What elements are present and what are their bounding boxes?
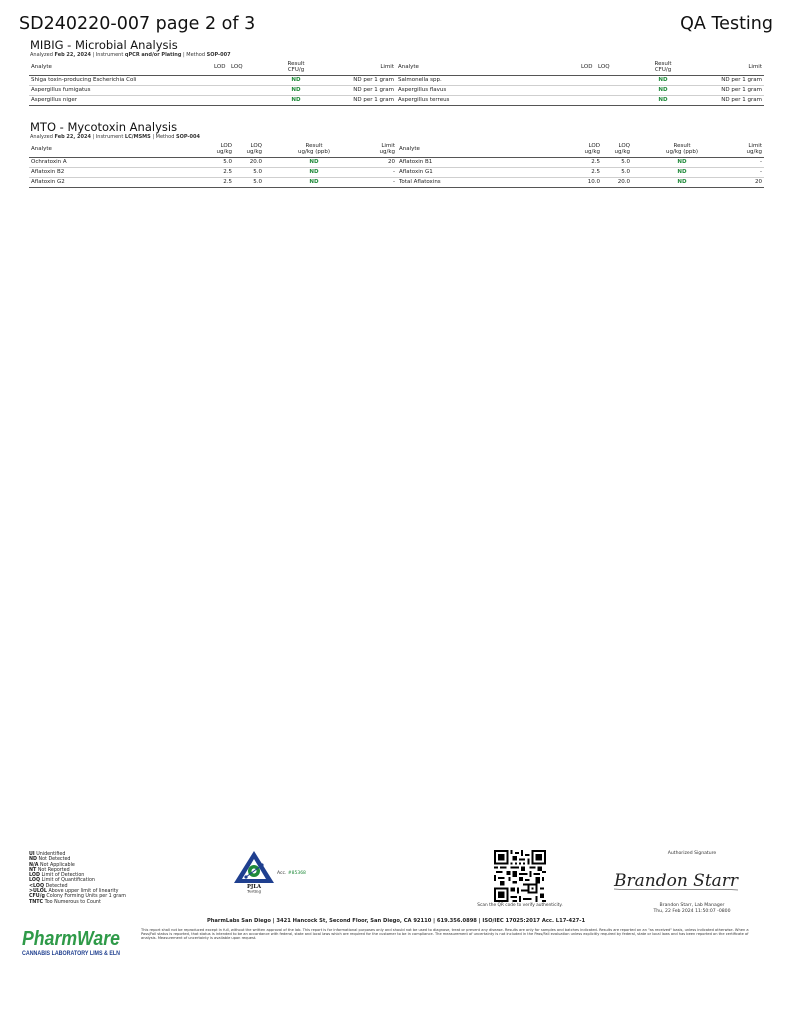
pjla-text: PJLA — [246, 884, 262, 890]
mycotoxin-section-title: MTO - Mycotoxin Analysis — [30, 120, 178, 134]
limit-value: - — [393, 179, 395, 185]
microbial-section-title: MIBIG - Microbial Analysis — [30, 38, 178, 52]
result-value: ND — [677, 179, 687, 185]
accreditation-number: Acc. #85368 — [277, 871, 306, 876]
result-value: ND — [677, 159, 687, 165]
limit-value: 20 — [755, 179, 762, 185]
method-value: SOP-004 — [175, 134, 200, 140]
analyte-name: Aspergillus flavus — [398, 87, 447, 93]
table-row — [29, 177, 764, 187]
col-loq: LOQ — [231, 64, 243, 71]
result-value: ND — [677, 169, 687, 175]
legend-item: >ULOL Above upper limit of linearity — [29, 889, 119, 895]
analyte-name: Ochratoxin A — [31, 159, 67, 165]
report-category: QA Testing — [680, 14, 773, 34]
analyte-name: Aspergillus terreus — [398, 97, 450, 103]
col-limit: Limit ug/kg — [746, 143, 762, 156]
signature-date: Thu, 22 Feb 2024 11:50:07 -0800 — [653, 909, 731, 914]
analyte-name: Total Aflatoxins — [399, 179, 441, 185]
table-row — [29, 167, 764, 177]
abbreviation-legend — [29, 852, 126, 905]
analyzed-date: Feb 22, 2024 — [54, 134, 91, 140]
pjla-accreditation-logo — [232, 849, 276, 893]
table-header-row — [29, 60, 764, 75]
col-result: Result CFU/g — [287, 61, 305, 74]
instrument-value: LC/MSMS — [124, 134, 151, 140]
limit-value: ND per 1 gram — [353, 87, 394, 93]
handwritten-signature — [612, 864, 742, 894]
col-loq: LOQ ug/kg — [246, 143, 262, 156]
analyte-name: Aspergillus fumigatus — [31, 87, 91, 93]
lod-value: 2.5 — [223, 179, 232, 185]
method-label: | Method — [152, 134, 175, 140]
legend-item: LOD Limit of Detection — [29, 873, 85, 879]
limit-value: ND per 1 gram — [353, 77, 394, 83]
legend-item: N/A Not Applicable — [29, 862, 75, 868]
lod-value: 2.5 — [591, 159, 600, 165]
legend-item: NT Not Reported — [29, 867, 70, 873]
result-value: ND — [291, 77, 301, 83]
loq-value: 5.0 — [621, 159, 630, 165]
col-analyte: Analyte — [31, 64, 52, 71]
result-value: ND — [658, 87, 668, 93]
instrument-label: | Instrument — [92, 134, 124, 140]
limit-value: 20 — [388, 159, 395, 165]
report-disclaimer: This report shall not be reproduced except in full, without the written approval of the lab. This report is for informational purposes only and should not be used to diagnose, treat or prevent any disease. Results are only for samples and batches indicated. Results are reported on an "as received" basis, unless indicated otherwise. When a Pass/Fail status is reported, that status is intended to be an accordance with federal, state and local laws which are required for the customer to be in compliance. The measurement of uncertainty is not included in the Pass/Fail evaluation unless explicitly required by federal, state or local laws and has been reported on the certificate of analysis. Measurement of uncertainty is available upon request. — [141, 928, 749, 940]
limit-value: - — [393, 169, 395, 175]
analyte-name: Aflatoxin B1 — [399, 159, 433, 165]
col-result: Result ug/kg (ppb) — [665, 143, 699, 156]
method-value: SOP-007 — [206, 52, 231, 58]
col-analyte: Analyte — [398, 64, 419, 71]
col-lod: LOD ug/kg — [584, 143, 600, 156]
analyzed-label: Analyzed — [30, 134, 53, 140]
analyzed-date: Feb 22, 2024 — [54, 52, 91, 58]
col-limit: Limit — [748, 64, 762, 71]
analyte-name: Aflatoxin G1 — [399, 169, 433, 175]
legend-item: ND Not Detected — [29, 857, 71, 863]
result-value: ND — [291, 87, 301, 93]
legend-item: <LOQ Detected — [29, 883, 68, 889]
report-id-page: SD240220-007 page 2 of 3 — [19, 14, 256, 34]
col-lod: LOD — [581, 64, 593, 71]
col-limit: Limit ug/kg — [379, 143, 395, 156]
limit-value: ND per 1 gram — [721, 97, 762, 103]
legend-item: TNTC Too Numerous to Count — [29, 899, 101, 905]
logo-tagline: CANNABIS LABORATORY LIMS & ELN — [22, 950, 121, 957]
svg-text:Brandon Starr: Brandon Starr — [614, 871, 739, 891]
lab-address: PharmLabs San Diego | 3421 Hancock St, Second Floor, San Diego, CA 92110 | 619.356.0898 | ISO/IEC 17025:2017 Acc. L17-427-1 — [206, 918, 586, 924]
instrument-label: | Instrument — [92, 52, 124, 58]
loq-value: 5.0 — [253, 179, 262, 185]
signatory-name: Brandon Starr, Lab Manager — [659, 903, 725, 908]
limit-value: ND per 1 gram — [721, 87, 762, 93]
col-lod: LOD ug/kg — [216, 143, 232, 156]
analyte-name: Aflatoxin B2 — [31, 169, 65, 175]
lod-value: 2.5 — [223, 169, 232, 175]
col-limit: Limit — [380, 64, 394, 71]
analyte-name: Aflatoxin G2 — [31, 179, 65, 185]
result-value: ND — [291, 97, 301, 103]
method-label: | Method — [183, 52, 206, 58]
loq-value: 5.0 — [253, 169, 262, 175]
signature-label: Authorized Signature — [667, 851, 717, 856]
legend-item: CFU/g Colony Forming Units per 1 gram — [29, 894, 126, 900]
table-row — [29, 85, 764, 95]
limit-value: ND per 1 gram — [721, 77, 762, 83]
lod-value: 5.0 — [223, 159, 232, 165]
col-result: Result ug/kg (ppb) — [297, 143, 331, 156]
mycotoxin-table — [29, 142, 764, 188]
table-row — [29, 75, 764, 85]
microbial-table — [29, 60, 764, 106]
loq-value: 5.0 — [621, 169, 630, 175]
col-analyte: Analyte — [399, 146, 420, 153]
limit-value: - — [760, 159, 762, 165]
result-value: ND — [309, 159, 319, 165]
lod-value: 2.5 — [591, 169, 600, 175]
result-value: ND — [309, 179, 319, 185]
limit-value: - — [760, 169, 762, 175]
col-loq: LOQ ug/kg — [614, 143, 630, 156]
pjla-subtext: Testing — [246, 888, 262, 894]
table-header-row — [29, 142, 764, 157]
microbial-meta — [30, 52, 231, 58]
col-analyte: Analyte — [31, 146, 52, 153]
col-loq: LOQ — [598, 64, 610, 71]
legend-item: UI Unidentified — [29, 852, 66, 857]
instrument-value: qPCR and/or Plating — [124, 52, 182, 58]
table-row — [29, 95, 764, 105]
loq-value: 20.0 — [249, 159, 262, 165]
result-value: ND — [309, 169, 319, 175]
mycotoxin-meta — [30, 134, 200, 140]
result-value: ND — [658, 77, 668, 83]
pharmware-logo — [20, 924, 125, 960]
logo-wordmark: PharmWare — [22, 928, 120, 950]
result-value: ND — [658, 97, 668, 103]
table-row — [29, 157, 764, 167]
loq-value: 20.0 — [617, 179, 630, 185]
qr-caption: Scan the QR code to verify authenticity. — [477, 903, 563, 908]
verification-qr-code[interactable] — [494, 850, 546, 902]
analyte-name: Aspergillus niger — [31, 97, 77, 103]
analyzed-label: Analyzed — [30, 52, 53, 58]
col-result: Result CFU/g — [654, 61, 672, 74]
lod-value: 10.0 — [587, 179, 600, 185]
analyte-name: Shiga toxin-producing Escherichia Coli — [31, 77, 137, 83]
analyte-name: Salmonella spp. — [398, 77, 442, 83]
col-lod: LOD — [214, 64, 226, 71]
limit-value: ND per 1 gram — [353, 97, 394, 103]
legend-item: LOQ Limit of Quantification — [29, 878, 95, 884]
